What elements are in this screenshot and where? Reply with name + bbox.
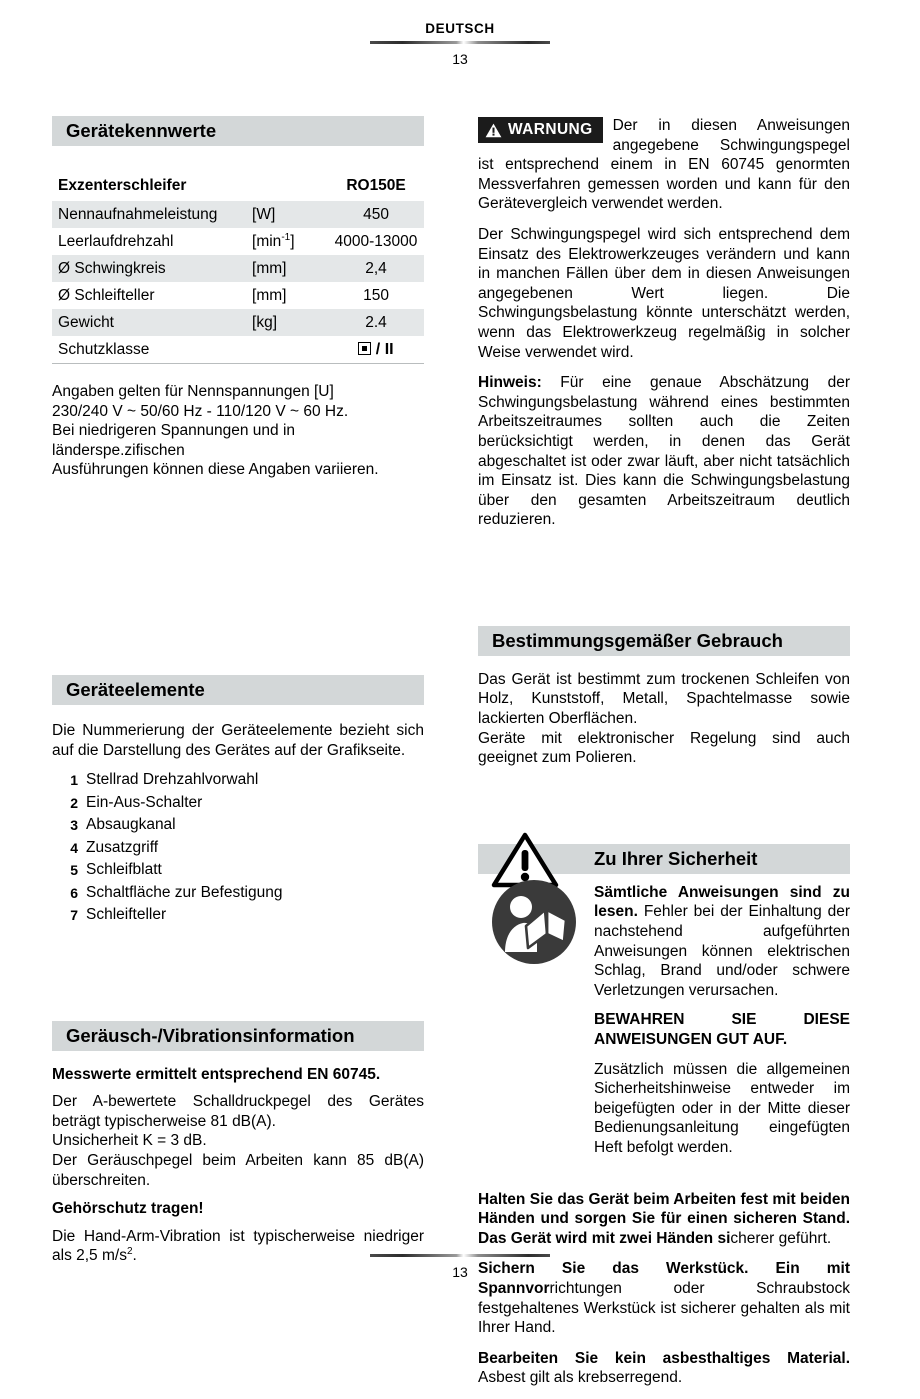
- elements-list: [52, 769, 424, 927]
- table-row: [52, 309, 424, 336]
- section-heading-specs-label: Gerätekennwerte: [66, 120, 217, 141]
- spec-name: Nennaufnahmeleistung: [52, 201, 252, 228]
- safety-tail: [478, 1190, 850, 1388]
- list-item: [52, 882, 424, 905]
- list-item: [52, 792, 424, 815]
- voltage-note-line: Angaben gelten für Nennspannungen [U]: [52, 383, 334, 400]
- spec-name: Gewicht: [52, 309, 252, 336]
- safety-body: [594, 874, 850, 1158]
- hinweis-text: Für eine genaue Abschätzung der Schwingungsbelastung während eines bestimmten Arbeitszeitraumes sollten auch die Zeiten berücksichtigt werden, in denen das Gerät abgeschaltet ist oder zwar läuft, aber nicht tatsächlich im Einsatz ist. Dies kann die Schwingungsbelastung über den gesamten Arbeitszeitraum deutlich reduzieren.: [478, 374, 850, 529]
- spec-unit: [kg]: [252, 309, 328, 336]
- section-heading-safety: [478, 844, 850, 874]
- class-ii-square-icon: [358, 342, 371, 355]
- spec-unit: [mm]: [252, 287, 287, 304]
- table-row: [52, 336, 424, 364]
- spec-unit: [mm]: [252, 255, 328, 282]
- protection-class-value: / II: [375, 341, 394, 358]
- safety-para-6-bold: Bearbeiten Sie kein asbesthaltiges Material.: [478, 1349, 850, 1367]
- element-number: 6: [70, 884, 78, 901]
- spec-name: Leerlaufdrehzahl: [58, 233, 174, 250]
- noise-bold-intro: Messwerte ermittelt entsprechend EN 60745.: [52, 1065, 381, 1083]
- section-heading-specs: [52, 116, 424, 146]
- header-page-number: 13: [452, 51, 468, 67]
- footer-rule: [370, 1254, 550, 1257]
- page-footer: [0, 1250, 920, 1281]
- table-row: [52, 201, 424, 228]
- warning-para-1: Der in diesen Anweisungen angegebene Schwingungspegel ist entsprechend einem in EN 60745 genormten Messverfahren gemessen worden und kann für den Gerätevergleich verwendet werden.: [478, 117, 850, 213]
- safety-para-1: [594, 883, 850, 1001]
- element-number: 1: [70, 772, 78, 789]
- voltage-note-line: Bei niedrigeren Spannungen und in länderspe.zifischen: [52, 422, 296, 459]
- read-manual-person-icon: [488, 876, 580, 968]
- intended-use-para-2: Geräte mit elektronischer Regelung sind auch geeignet zum Polieren.: [478, 729, 850, 767]
- spec-name: Ø Schleifteller: [58, 287, 155, 304]
- spec-value: 2,4: [328, 255, 424, 282]
- section-heading-elements: [52, 675, 424, 705]
- voltage-note-line: Ausführungen können diese Angaben variieren.: [52, 461, 379, 479]
- warning-badge-label: WARNUNG: [508, 121, 593, 138]
- spec-unit-exponent: -1: [281, 231, 291, 243]
- warning-triangle-icon: [485, 123, 502, 138]
- section-heading-elements-label: Geräteelemente: [66, 678, 205, 700]
- warning-block: [478, 116, 850, 530]
- vibration-text-tail: .: [132, 1247, 137, 1265]
- hinweis-label: Hinweis:: [478, 374, 542, 392]
- element-label: Stellrad Drehzahlvorwahl: [86, 771, 259, 789]
- element-number: 4: [70, 839, 78, 856]
- language-label: DEUTSCH: [425, 21, 495, 36]
- spec-header-unit: [252, 172, 328, 201]
- spec-value: 4000-13000: [334, 233, 418, 250]
- safety-para-4-bold: Halten Sie das Gerät beim Arbeiten fest mit beiden Händen und sorgen Sie für einen sicheren Stand. Das Gerät wird mit zwei Händen si: [478, 1190, 850, 1247]
- vibration-text: Die Hand-Arm-Vibration ist typischerweise niedriger als 2,5 m/s: [52, 1227, 424, 1265]
- spec-value: 150: [363, 287, 389, 304]
- spec-value: [328, 336, 424, 364]
- safety-para-1-bold: Sämtliche Anweisungen sind zu lesen.: [594, 883, 850, 921]
- element-label: Schleifblatt: [86, 861, 162, 879]
- warning-badge: [478, 117, 603, 143]
- warning-para-3: [478, 373, 850, 530]
- safety-para-1-rest: Fehler bei der Einhaltung der nachstehend aufgeführten Anweisungen können elektrischen Schlag, Brand und/oder schwere Verletzungen verursachen.: [594, 903, 850, 999]
- spec-name: Ø Schwingkreis: [52, 255, 252, 282]
- list-item: [52, 904, 424, 927]
- page-header: [0, 20, 920, 68]
- spec-unit: [252, 336, 328, 364]
- list-item: [52, 859, 424, 882]
- list-item: [52, 837, 424, 860]
- noise-para-2: Unsicherheit K = 3 dB.: [52, 1132, 207, 1150]
- spec-value: 2.4: [328, 309, 424, 336]
- spec-value: 450: [328, 201, 424, 228]
- safety-para-4: [478, 1190, 850, 1249]
- safety-para-4-rest: cherer geführt.: [730, 1229, 832, 1247]
- voltage-note-line: 230/240 V ~ 50/60 Hz - 110/120 V ~ 60 Hz.: [52, 402, 349, 420]
- noise-para-1: Der A-bewertete Schalldruckpegel des Gerätes beträgt typischerweise 81 dB(A).: [52, 1093, 424, 1130]
- spec-header-value: RO150E: [346, 177, 406, 194]
- list-item: [52, 769, 424, 792]
- element-label: Schleifteller: [86, 906, 167, 924]
- table-row: [52, 255, 424, 282]
- element-label: Schaltfläche zur Befestigung: [86, 883, 283, 901]
- header-rule: [370, 41, 550, 44]
- safety-para-2: BEWAHREN SIE DIESE ANWEISUNGEN GUT AUF.: [594, 1011, 850, 1048]
- safety-para-6-rest: Asbest gilt als krebserregend.: [478, 1369, 683, 1387]
- table-header-row: [52, 172, 424, 201]
- intended-use-para-1: Das Gerät ist bestimmt zum trockenen Schleifen von Holz, Kunststoff, Metall, Spachtelmasse sowie lackierten Oberflächen.: [478, 670, 850, 728]
- footer-page-number: 13: [452, 1264, 468, 1280]
- left-column: [52, 116, 424, 1277]
- element-label: Ein-Aus-Schalter: [86, 793, 203, 811]
- noise-bold-hearing: Gehörschutz tragen!: [52, 1200, 204, 1218]
- element-number: 2: [70, 794, 78, 811]
- list-item: [52, 814, 424, 837]
- element-number: 7: [70, 907, 78, 924]
- voltage-note: [52, 382, 424, 480]
- table-row: [52, 228, 424, 255]
- spec-unit: [W]: [252, 201, 328, 228]
- vibration-exponent: 2: [126, 1246, 133, 1258]
- spec-unit-tail: ]: [290, 233, 295, 250]
- element-label: Zusatzgriff: [86, 838, 159, 856]
- elements-intro: Die Nummerierung der Geräteelemente bezieht sich auf die Darstellung des Gerätes auf der Grafikseite.: [52, 721, 424, 759]
- section-heading-intended-use-label: Bestimmungsgemäßer Gebrauch: [492, 629, 783, 651]
- safety-para-5-bold: Sichern Sie das Werkstück. Ein mit Spannvor: [478, 1260, 850, 1297]
- right-column: [478, 116, 850, 1399]
- element-number: 3: [70, 817, 78, 834]
- spec-header-name: Exzenterschleifer: [58, 177, 187, 194]
- warning-para-2: Der Schwingungspegel wird sich entsprechend dem Einsatz des Elektrowerkzeuges verändern und kann in manchen Fällen über dem in diesen Anweisungen angegebenen Wert liegen. Die Schwingungsbelastung könnte unterschätzt werden, wenn das Elektrowerkzeug regelmäßig in solcher Weise verwendet wird.: [478, 225, 850, 361]
- section-heading-noise-label: Geräusch-/Vibrationsinformation: [66, 1024, 355, 1046]
- element-number: 5: [70, 862, 78, 879]
- spec-unit-text: [min: [252, 233, 282, 250]
- section-heading-safety-label: Zu Ihrer Sicherheit: [594, 847, 758, 869]
- spec-unit: [252, 228, 328, 255]
- noise-para-3: Der Geräuschpegel beim Arbeiten kann 85 dB(A) überschreiten.: [52, 1152, 424, 1189]
- safety-para-5-rest: richtungen oder Schraubstock festgehaltenes Werkstück ist sicherer gehalten als mit Ihrer Hand.: [478, 1279, 850, 1337]
- section-heading-noise: [52, 1021, 424, 1051]
- element-label: Absaugkanal: [86, 816, 176, 834]
- table-row: [52, 282, 424, 309]
- section-heading-intended-use: [478, 626, 850, 656]
- spec-table: [52, 172, 424, 364]
- spec-name: Schutzklasse: [52, 336, 252, 364]
- safety-para-3: Zusätzlich müssen die allgemeinen Sicherheitshinweise entweder im beigefügten oder in der Mitte dieser Bedienungsanleitung eingefügten Heft befolgt werden.: [594, 1060, 850, 1156]
- safety-para-6: [478, 1349, 850, 1388]
